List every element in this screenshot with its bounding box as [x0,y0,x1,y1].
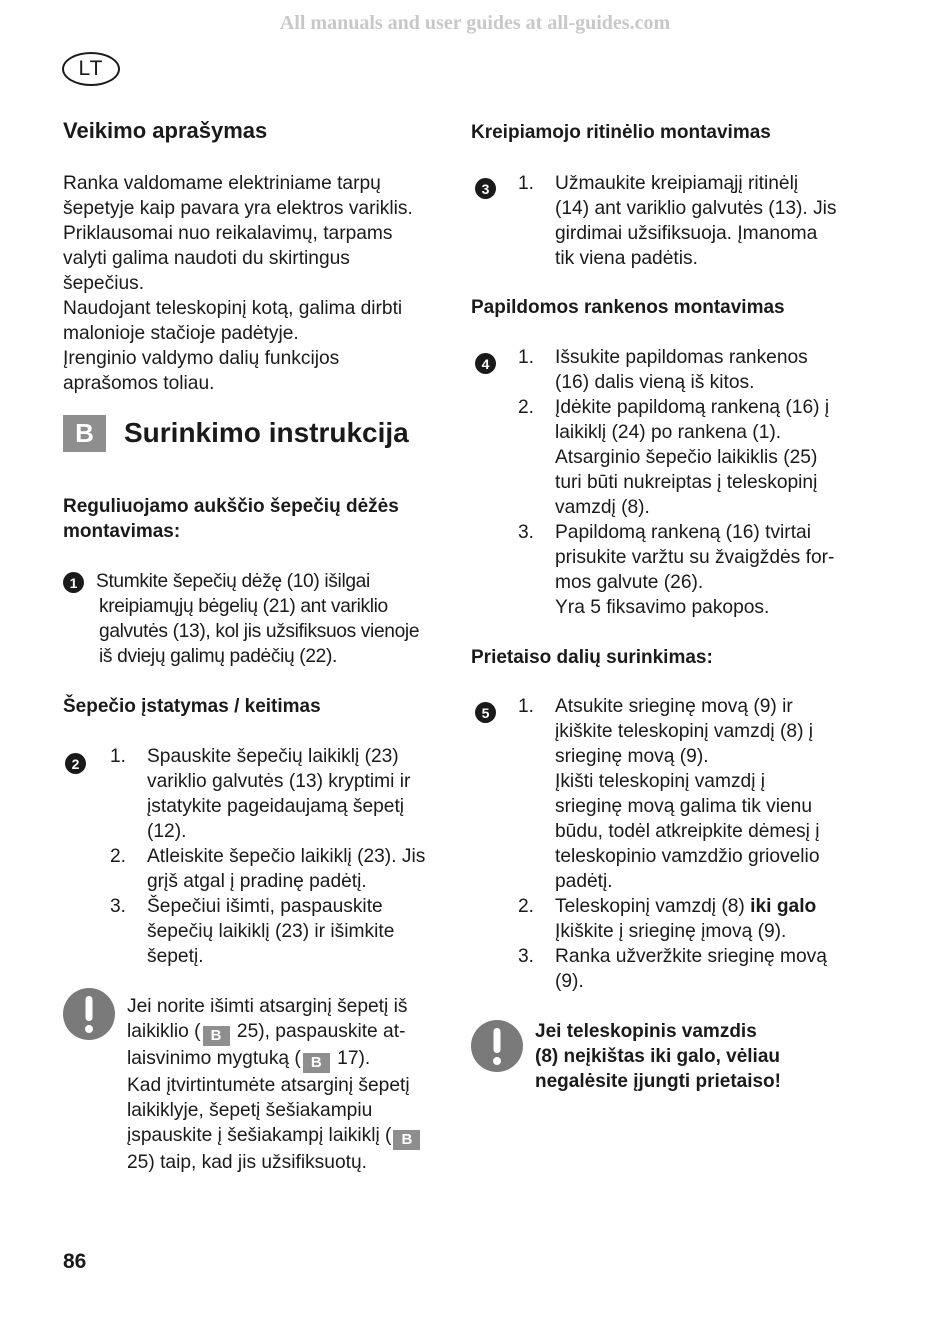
step-number-4: 4 [475,353,496,374]
step-number-5: 5 [475,702,496,723]
language-badge: LT [62,52,120,86]
list-item: 2. Įdėkite papildomą rankeną (16) į laikiklį (24) po rankena (1). Atsarginio šepečio laikiklis (25) turi būti nukreiptas į teleskopinį vamzdį (8). [518,397,830,518]
list-item: 2. Atleiskite šepečio laikiklį (23). Jis grįš atgal į pradinę padėtį. [110,846,426,892]
note-spare-brush: Jei norite išimti atsarginį šepetį iš laikiklio ( B 25), paspauskite at- laisvinimo mygtuką ( B 17). Kad įtvirtintumėte atsarginį šepetį laikiklyje, šepetį šešiakampiu įspauskite į šešiakampį laikiklį ( B 25) taip, kad jis užsifiksuotų. [127,994,457,1175]
warning-icon [471,1020,523,1072]
step4-list [518,345,868,620]
ref-badge-b: B [393,1130,420,1150]
warning-telescopic-tube: Jei teleskopinis vamzdis (8) neįkištas iki galo, vėliau negalėsite įjungti prietaiso! [535,1021,781,1092]
section-title: Surinkimo instrukcija [124,417,409,448]
step1-text: Stumkite šepečių dėžę (10) išilgai kreipiamųjų bėgelių (21) ant variklio galvutės (13), kol jis užsifiksuos vienoje iš dviejų galimų padėčių (22). [96,571,420,667]
step2-list [110,744,455,969]
warning-icon [63,988,115,1040]
list-item: 1. Spauskite šepečių laikiklį (23) variklio galvutės (13) kryptimi ir įstatykite pageidaujamą šepetį (12). [110,746,411,842]
intro-line: aprašomos toliau. [63,373,215,394]
subheading-guide-roller: Kreipiamojo ritinėlio montavimas [471,122,771,143]
list-item: 1. Atsukite srieginę movą (9) ir įkiškite teleskopinį vamzdį (8) į srieginę movą (9). Įkišti teleskopinį vamzdį į srieginę movą galima tik vienu būdu, todėl atkreipkite dėmesį į teleskopinio vamzdžio griovelio padėtį. [518,696,820,892]
intro-line: šepečius. [63,273,145,294]
section-title-operation [63,118,455,144]
watermark: All manuals and user guides at all-guides.com [279,12,671,34]
list-item: 3. Šepečiui išimti, paspauskite šepečių laikiklį (23) ir išimkite šepetį. [110,896,395,967]
intro-line: Priklausomai nuo reikalavimų, tarpams [63,223,393,244]
intro-line: šepetyje kaip pavara yra elektros variklis. [63,198,413,219]
subheading-extra-handle: Papildomos rankenos montavimas [471,297,785,318]
ref-badge-b: B [203,1026,230,1046]
list-item: 1. Užmaukite kreipiamąjį ritinėlį (14) ant variklio galvutės (13). Jis girdimai užsifiksuoja. Įmanoma tik viena padėtis. [518,173,837,269]
ref-badge-b: B [303,1053,330,1073]
heading-operation: Veikimo aprašymas [63,118,268,143]
list-item: 3. Ranka užveržkite srieginę movą (9). [518,946,827,992]
subheading-brush-box: Reguliuojamo aukščio šepečių dėžės montavimas: [63,496,399,542]
intro-line: malonioje stačioje padėtyje. [63,323,299,344]
step-number-3: 3 [475,178,496,199]
list-item: 1. Išsukite papildomas rankenos (16) dalis vieną iš kitos. [518,347,808,393]
intro-line: valyti galima naudoti du skirtingus [63,248,350,269]
step-number-1: 1 [63,572,84,593]
step3-list [518,171,868,271]
list-item: 2. Teleskopinį vamzdį (8) iki galo Įkiškite į srieginę įmovą (9). [518,896,817,942]
step5-list [518,694,868,994]
step-number-2: 2 [65,753,86,774]
section-b-header [63,414,409,452]
intro-line: Naudojant teleskopinį kotą, galima dirbti [63,298,403,319]
page-number: 86 [63,1250,87,1273]
intro-line: Įrenginio valdymo dalių funkcijos [63,348,340,369]
list-item: 3. Papildomą rankeną (16) tvirtai prisukite varžtu su žvaigždės for- mos galvute (26). Yra 5 fiksavimo pakopos. [518,522,835,618]
subheading-brush-insert: Šepečio įstatymas / keitimas [63,696,321,717]
section-letter-badge: B [63,415,106,452]
intro-paragraph [63,171,455,396]
intro-line: Ranka valdomame elektriniame tarpų [63,173,381,194]
subheading-parts-assembly: Prietaiso dalių surinkimas: [471,647,713,668]
